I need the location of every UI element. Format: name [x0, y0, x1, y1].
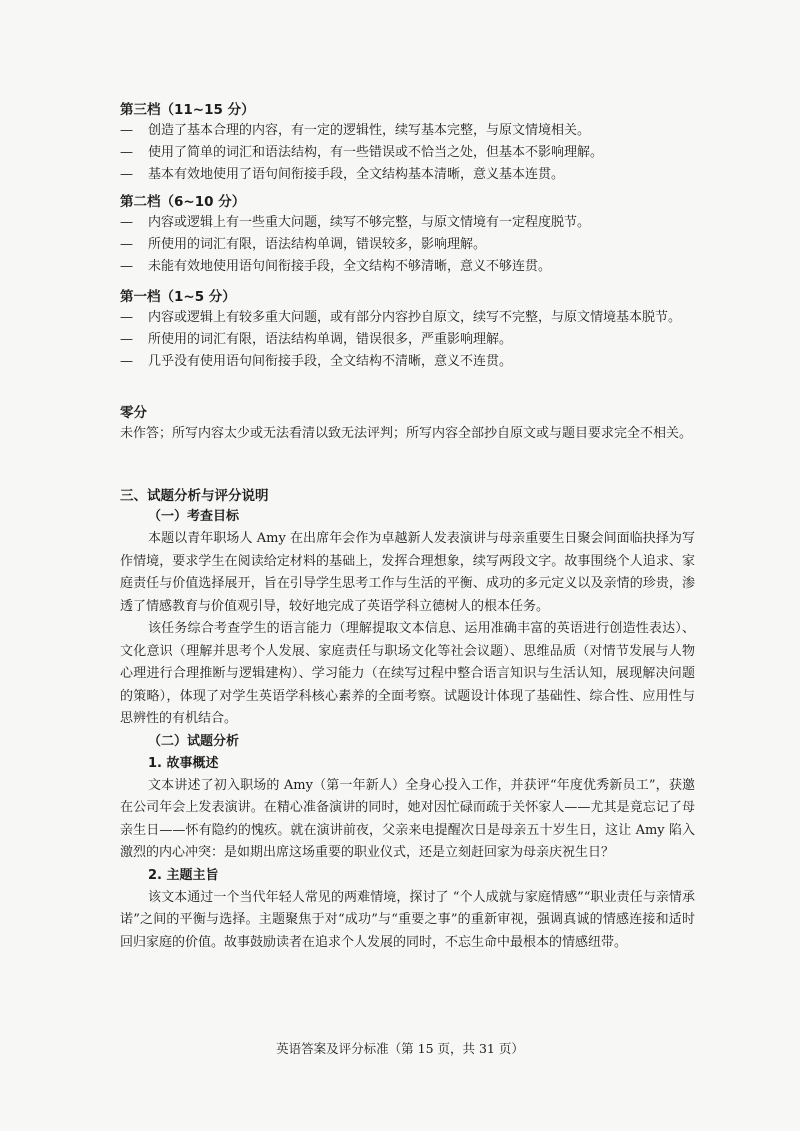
analysis-section: [120, 486, 695, 954]
list-item: — 创造了基本合理的内容，有一定的逻辑性，续写基本完整，与原文情境相关。: [120, 123, 591, 138]
tier1-section: [120, 287, 695, 373]
subsection-title: （一）考查目标: [148, 509, 240, 524]
list-item: — 基本有效地使用了语句间衔接手段，全文结构基本清晰，意义基本连贯。: [120, 167, 565, 182]
paragraph: 该任务综合考查学生的语言能力（理解提取文本信息、运用准确丰富的英语进行创造性表达）、文化意识（理解并思考个人发展、家庭责任与职场文化等社会议题）、思维品质（对情节发展与人物心理进行合理推断与逻辑建构）、学习能力（在续写过程中整合语言知识与生活认知，展现解决问题的策略），体现了对学生英语学科核心素养的全面考察。试题设计体现了基础性、综合性、应用性与思辨性的有机结合。: [120, 621, 695, 726]
list-item: — 几乎没有使用语句间衔接手段，全文结构不清晰，意义不连贯。: [120, 354, 513, 369]
heading-theme: 2. 主题主旨: [148, 867, 219, 883]
zero-title: 零分: [120, 405, 147, 421]
paragraph: 该文本通过一个当代年轻人常见的两难情境，探讨了 “个人成就与家庭情感”“职业责任与亲情承诺”之间的平衡与选择。主题聚焦于对“成功”与“重要之事”的重新审视，强调真诚的情感连接和适时回归家庭的价值。故事鼓励读者在追求个人发展的同时，不忘生命中最根本的情感纽带。: [120, 889, 695, 950]
paragraph: 文本讲述了初入职场的 Amy（第一年新人）全身心投入工作，并获评“年度优秀新员工”，获邀在公司年会上发表演讲。在精心准备演讲的同时，她对因忙碌而疏于关怀家人——尤其是竟忘记了母亲生日——怀有隐约的愧疚。就在演讲前夜，父亲来电提醒次日是母亲五十岁生日，这让 Amy 陷入激烈的内心冲突：是如期出席这场重要的职业仪式，还是立刻赶回家为母亲庆祝生日？: [120, 777, 695, 860]
list-item: — 所使用的词汇有限，语法结构单调，错误很多，严重影响理解。: [120, 332, 513, 347]
paragraph: 本题以青年职场人 Amy 在出席年会作为卓越新人发表演讲与母亲重要生日聚会间面临抉择为写作情境，要求学生在阅读给定材料的基础上，发挥合理想象，续写两段文字。故事围绕个人追求、家庭责任与价值选择展开，旨在引导学生思考工作与生活的平衡、成功的多元定义以及亲情的珍贵，渗透了情感教育与价值观引导，较好地完成了英语学科立德树人的根本任务。: [120, 531, 695, 614]
list-item: — 未能有效地使用语句间衔接手段，全文结构不够清晰，意义不够连贯。: [120, 259, 552, 274]
subsection-title: （二）试题分析: [148, 733, 240, 749]
page-footer: 英语答案及评分标准（第 15 页，共 31 页）: [276, 1041, 524, 1056]
list-item: — 所使用的词汇有限，语法结构单调，错误较多，影响理解。: [120, 237, 487, 252]
list-item: — 使用了简单的词汇和语法结构，有一些错误或不恰当之处，但基本不影响理解。: [120, 145, 604, 160]
list-item: — 内容或逻辑上有一些重大问题，续写不够完整，与原文情境有一定程度脱节。: [120, 215, 591, 230]
list-item: — 内容或逻辑上有较多重大问题，或有部分内容抄自原文，续写不完整，与原文情境基本脱节。: [120, 310, 682, 325]
tier2-title: 第二档（6~10 分）: [120, 194, 246, 210]
zero-section: [120, 403, 695, 445]
tier3-section: [120, 100, 695, 186]
tier3-title: 第三档（11~15 分）: [120, 102, 255, 118]
section-title: 三、试题分析与评分说明: [120, 488, 269, 504]
tier1-title: 第一档（1~5 分）: [120, 289, 236, 305]
heading-story-overview: 1. 故事概述: [148, 755, 219, 771]
tier2-section: [120, 192, 695, 278]
zero-text: 未作答；所写内容太少或无法看清以致无法评判；所写内容全部抄自原文或与题目要求完全不相关。: [120, 426, 693, 441]
